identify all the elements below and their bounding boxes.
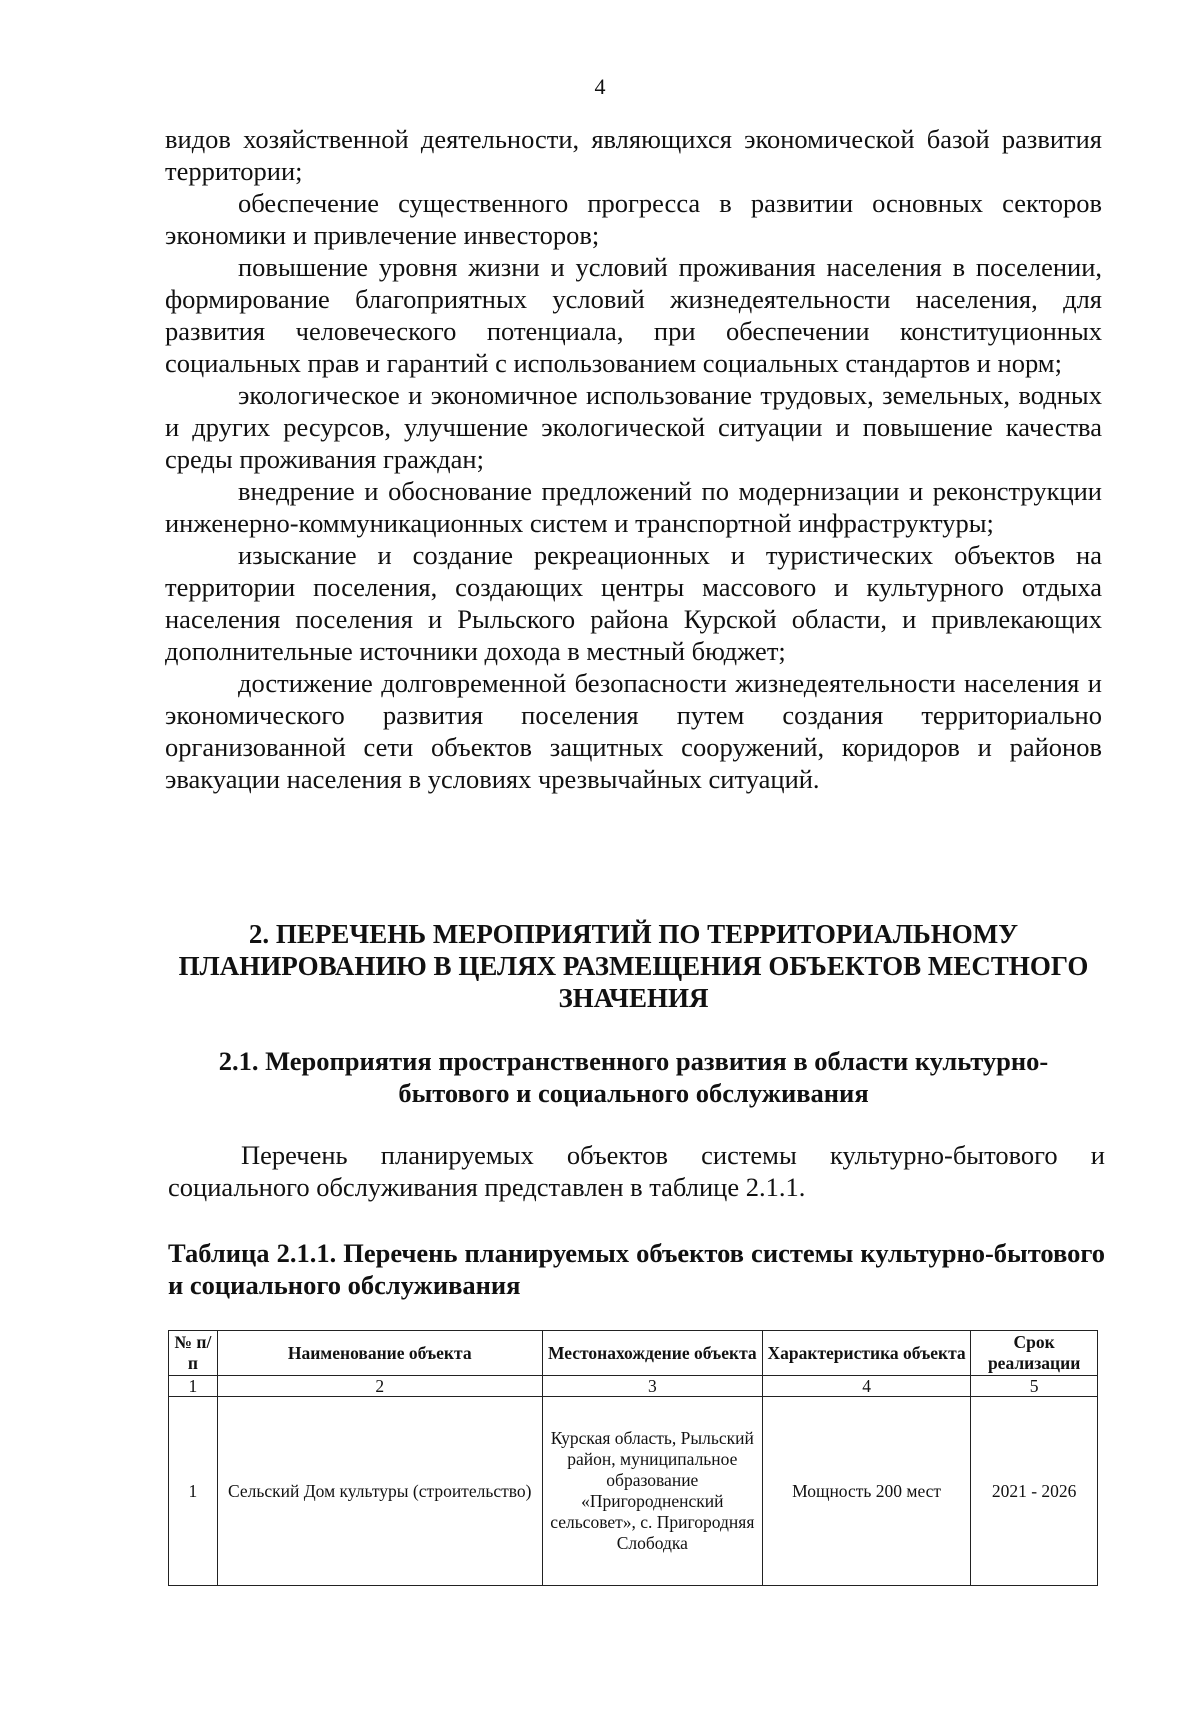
cell-number: 1 [169, 1397, 218, 1586]
header-object-name: Наименование объекта [217, 1331, 542, 1376]
paragraph: изыскание и создание рекреационных и туристических объектов на территории поселения, создающих центры массового и культурного отдыха населения поселения и Рыльского района Курской области, и привлекающих дополнительные источники дохода в местный бюджет; [165, 540, 1102, 666]
cell-object-name: Сельский Дом культуры (строительство) [217, 1397, 542, 1586]
column-number: 5 [971, 1376, 1098, 1397]
paragraph: экологическое и экономичное использование трудовых, земельных, водных и других ресурсов, улучшение экологической ситуации и повышение качества среды проживания граждан; [165, 380, 1102, 474]
cell-location: Курская область, Рыльский район, муниципальное образование «Пригородненский сельсовет», с. Пригородняя Слободка [542, 1397, 762, 1586]
paragraph: видов хозяйственной деятельности, являющихся экономической базой развития территории; [165, 124, 1102, 186]
paragraph: обеспечение существенного прогресса в развитии основных секторов экономики и привлечение инвесторов; [165, 188, 1102, 250]
section-heading: 2. ПЕРЕЧЕНЬ МЕРОПРИЯТИЙ ПО ТЕРРИТОРИАЛЬНОМУ ПЛАНИРОВАНИЮ В ЦЕЛЯХ РАЗМЕЩЕНИЯ ОБЪЕКТОВ МЕСТНОГО ЗНАЧЕНИЯ [178, 919, 1089, 1013]
column-number: 3 [542, 1376, 762, 1397]
header-number: № п/п [169, 1331, 218, 1376]
column-number: 4 [762, 1376, 970, 1397]
header-characteristic: Характеристика объекта [762, 1331, 970, 1376]
body-text [165, 123, 1102, 795]
table-row [169, 1397, 1098, 1586]
objects-table [168, 1330, 1098, 1586]
paragraph: повышение уровня жизни и условий проживания населения в поселении, формирование благоприятных условий жизнедеятельности населения, для развития человеческого потенциала, при обеспечении конституционных социальных прав и гарантий с использованием социальных стандартов и норм; [165, 252, 1102, 378]
paragraph: достижение долговременной безопасности жизнедеятельности населения и экономического развития поселения путем создания территориально организованной сети объектов защитных сооружений, коридоров и районов эвакуации населения в условиях чрезвычайных ситуаций. [165, 668, 1102, 794]
cell-characteristic: Мощность 200 мест [762, 1397, 970, 1586]
subsection-heading: 2.1. Мероприятия пространственного развития в области культурно-бытового и социального обслуживания [218, 1046, 1049, 1108]
intro-text: Перечень планируемых объектов системы культурно-бытового и социального обслуживания представлен в таблице 2.1.1. [168, 1140, 1105, 1202]
page-number: 4 [594, 74, 606, 99]
column-number-row [169, 1376, 1098, 1397]
cell-deadline: 2021 - 2026 [971, 1397, 1098, 1586]
column-number: 2 [217, 1376, 542, 1397]
paragraph: внедрение и обоснование предложений по модернизации и реконструкции инженерно-коммуникационных систем и транспортной инфраструктуры; [165, 476, 1102, 538]
header-deadline: Срок реализации [971, 1331, 1098, 1376]
table-header-row [169, 1331, 1098, 1376]
table-caption: Таблица 2.1.1. Перечень планируемых объектов системы культурно-бытового и социального обслуживания [168, 1238, 1105, 1300]
column-number: 1 [169, 1376, 218, 1397]
header-location: Местонахождение объекта [542, 1331, 762, 1376]
